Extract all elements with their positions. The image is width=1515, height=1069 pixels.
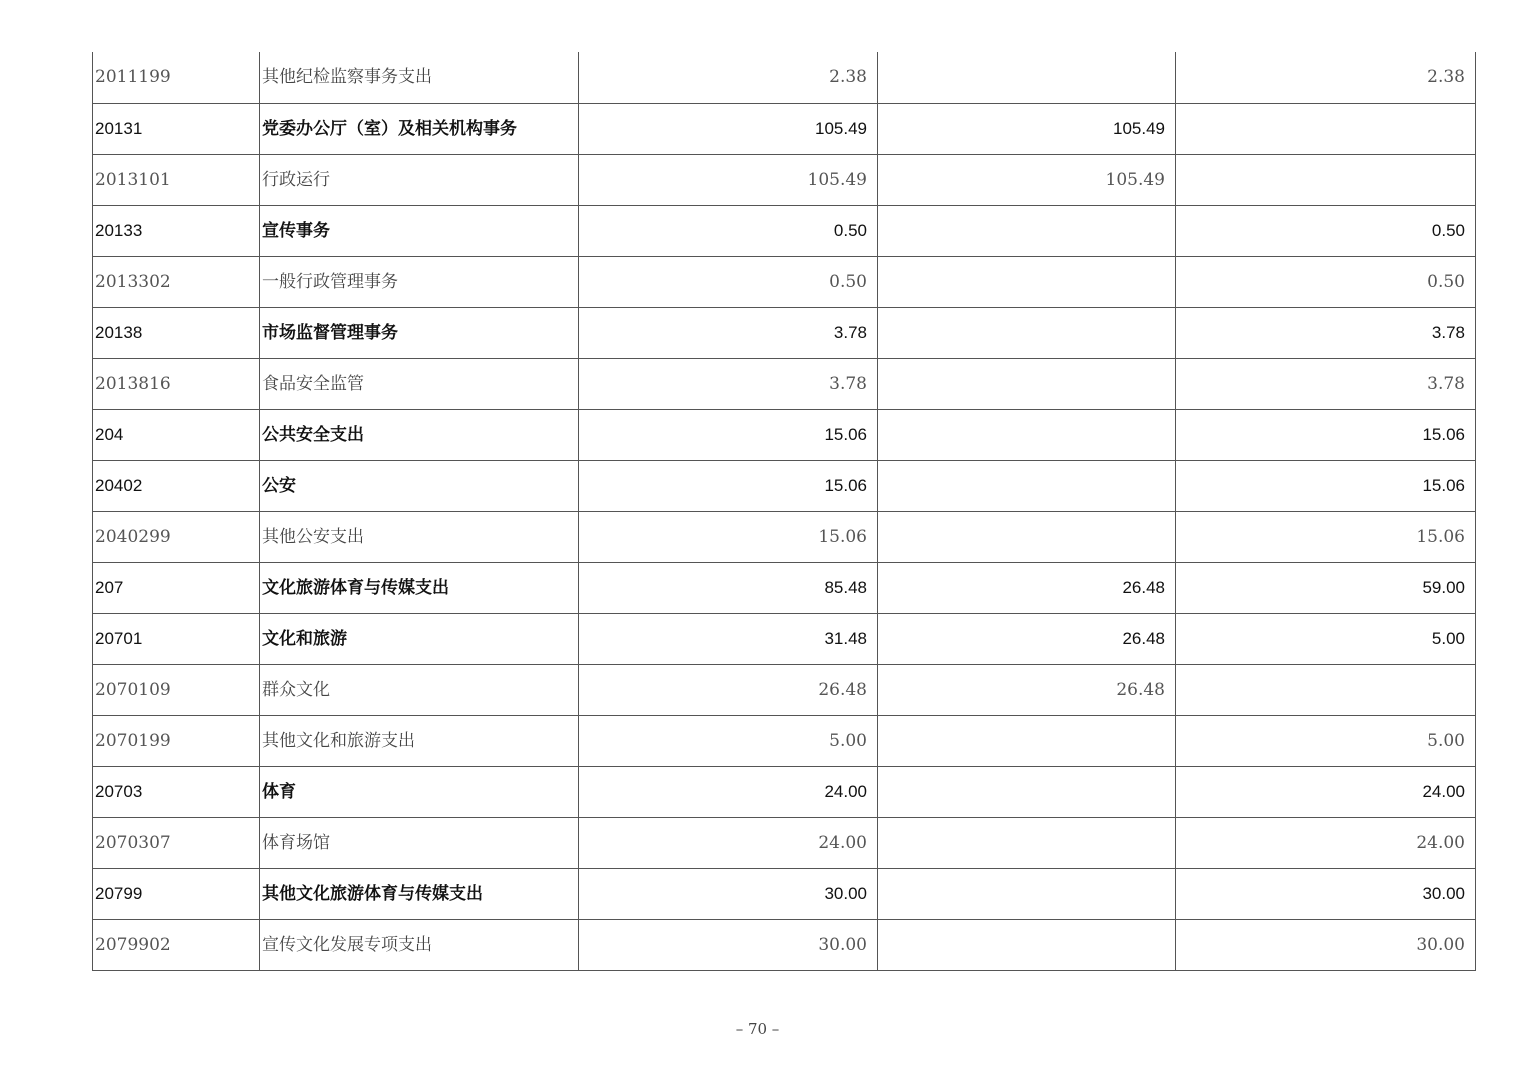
- project-expenditure-cell: 15.06: [1176, 511, 1476, 562]
- subject-name-cell: 宣传文化发展专项支出: [260, 919, 579, 970]
- budget-table-container: [92, 52, 1475, 971]
- subject-code-cell: 20138: [93, 307, 260, 358]
- project-expenditure-cell: 24.00: [1176, 766, 1476, 817]
- subject-name-cell: 宣传事务: [260, 205, 579, 256]
- total-amount-cell: 0.50: [579, 205, 878, 256]
- subject-code-cell: 204: [93, 409, 260, 460]
- project-expenditure-cell: 15.06: [1176, 409, 1476, 460]
- total-amount-cell: 0.50: [579, 256, 878, 307]
- table-row: [93, 52, 1476, 103]
- project-expenditure-cell: 15.06: [1176, 460, 1476, 511]
- table-row: [93, 256, 1476, 307]
- basic-expenditure-cell: 26.48: [878, 613, 1176, 664]
- total-amount-cell: 26.48: [579, 664, 878, 715]
- subject-name-cell: 公共安全支出: [260, 409, 579, 460]
- table-row: [93, 358, 1476, 409]
- basic-expenditure-cell: [878, 511, 1176, 562]
- expenditure-table: [92, 52, 1476, 971]
- subject-name-cell: 一般行政管理事务: [260, 256, 579, 307]
- total-amount-cell: 3.78: [579, 358, 878, 409]
- basic-expenditure-cell: 26.48: [878, 664, 1176, 715]
- subject-code-cell: 2070307: [93, 817, 260, 868]
- project-expenditure-cell: 0.50: [1176, 205, 1476, 256]
- table-row: [93, 307, 1476, 358]
- basic-expenditure-cell: [878, 817, 1176, 868]
- basic-expenditure-cell: [878, 868, 1176, 919]
- subject-name-cell: 党委办公厅（室）及相关机构事务: [260, 103, 579, 154]
- basic-expenditure-cell: 105.49: [878, 154, 1176, 205]
- subject-name-cell: 体育场馆: [260, 817, 579, 868]
- total-amount-cell: 15.06: [579, 511, 878, 562]
- subject-code-cell: 2013816: [93, 358, 260, 409]
- subject-code-cell: 2070109: [93, 664, 260, 715]
- subject-code-cell: 20703: [93, 766, 260, 817]
- basic-expenditure-cell: [878, 307, 1176, 358]
- table-row: [93, 409, 1476, 460]
- total-amount-cell: 105.49: [579, 154, 878, 205]
- total-amount-cell: 24.00: [579, 817, 878, 868]
- table-row: [93, 460, 1476, 511]
- subject-name-cell: 行政运行: [260, 154, 579, 205]
- basic-expenditure-cell: 105.49: [878, 103, 1176, 154]
- basic-expenditure-cell: [878, 715, 1176, 766]
- project-expenditure-cell: 5.00: [1176, 613, 1476, 664]
- basic-expenditure-cell: [878, 766, 1176, 817]
- total-amount-cell: 30.00: [579, 868, 878, 919]
- table-row: [93, 103, 1476, 154]
- table-row: [93, 919, 1476, 970]
- subject-code-cell: 20131: [93, 103, 260, 154]
- project-expenditure-cell: 24.00: [1176, 817, 1476, 868]
- subject-name-cell: 公安: [260, 460, 579, 511]
- project-expenditure-cell: [1176, 103, 1476, 154]
- subject-code-cell: 2040299: [93, 511, 260, 562]
- basic-expenditure-cell: 26.48: [878, 562, 1176, 613]
- subject-name-cell: 文化和旅游: [260, 613, 579, 664]
- subject-name-cell: 市场监督管理事务: [260, 307, 579, 358]
- total-amount-cell: 105.49: [579, 103, 878, 154]
- subject-code-cell: 2011199: [93, 52, 260, 103]
- project-expenditure-cell: 3.78: [1176, 307, 1476, 358]
- expenditure-table-body: [93, 52, 1476, 970]
- table-row: [93, 154, 1476, 205]
- total-amount-cell: 5.00: [579, 715, 878, 766]
- basic-expenditure-cell: [878, 205, 1176, 256]
- subject-code-cell: 2013101: [93, 154, 260, 205]
- project-expenditure-cell: 59.00: [1176, 562, 1476, 613]
- project-expenditure-cell: 0.50: [1176, 256, 1476, 307]
- subject-code-cell: 20402: [93, 460, 260, 511]
- table-row: [93, 766, 1476, 817]
- table-row: [93, 613, 1476, 664]
- subject-code-cell: 20799: [93, 868, 260, 919]
- subject-code-cell: 20701: [93, 613, 260, 664]
- basic-expenditure-cell: [878, 358, 1176, 409]
- subject-name-cell: 食品安全监管: [260, 358, 579, 409]
- page-number: – 70 –: [735, 1020, 780, 1038]
- table-row: [93, 868, 1476, 919]
- subject-name-cell: 其他文化和旅游支出: [260, 715, 579, 766]
- subject-name-cell: 体育: [260, 766, 579, 817]
- project-expenditure-cell: [1176, 154, 1476, 205]
- project-expenditure-cell: 2.38: [1176, 52, 1476, 103]
- project-expenditure-cell: 3.78: [1176, 358, 1476, 409]
- basic-expenditure-cell: [878, 919, 1176, 970]
- subject-code-cell: 2070199: [93, 715, 260, 766]
- table-row: [93, 817, 1476, 868]
- total-amount-cell: 2.38: [579, 52, 878, 103]
- table-row: [93, 511, 1476, 562]
- total-amount-cell: 3.78: [579, 307, 878, 358]
- total-amount-cell: 15.06: [579, 409, 878, 460]
- total-amount-cell: 31.48: [579, 613, 878, 664]
- basic-expenditure-cell: [878, 256, 1176, 307]
- project-expenditure-cell: 30.00: [1176, 868, 1476, 919]
- table-row: [93, 664, 1476, 715]
- table-row: [93, 562, 1476, 613]
- subject-name-cell: 其他纪检监察事务支出: [260, 52, 579, 103]
- total-amount-cell: 85.48: [579, 562, 878, 613]
- table-row: [93, 715, 1476, 766]
- project-expenditure-cell: 5.00: [1176, 715, 1476, 766]
- total-amount-cell: 30.00: [579, 919, 878, 970]
- subject-name-cell: 其他公安支出: [260, 511, 579, 562]
- total-amount-cell: 24.00: [579, 766, 878, 817]
- subject-code-cell: 2013302: [93, 256, 260, 307]
- subject-code-cell: 207: [93, 562, 260, 613]
- project-expenditure-cell: [1176, 664, 1476, 715]
- table-row: [93, 205, 1476, 256]
- total-amount-cell: 15.06: [579, 460, 878, 511]
- subject-name-cell: 其他文化旅游体育与传媒支出: [260, 868, 579, 919]
- basic-expenditure-cell: [878, 409, 1176, 460]
- subject-name-cell: 群众文化: [260, 664, 579, 715]
- subject-code-cell: 20133: [93, 205, 260, 256]
- subject-code-cell: 2079902: [93, 919, 260, 970]
- basic-expenditure-cell: [878, 52, 1176, 103]
- basic-expenditure-cell: [878, 460, 1176, 511]
- subject-name-cell: 文化旅游体育与传媒支出: [260, 562, 579, 613]
- project-expenditure-cell: 30.00: [1176, 919, 1476, 970]
